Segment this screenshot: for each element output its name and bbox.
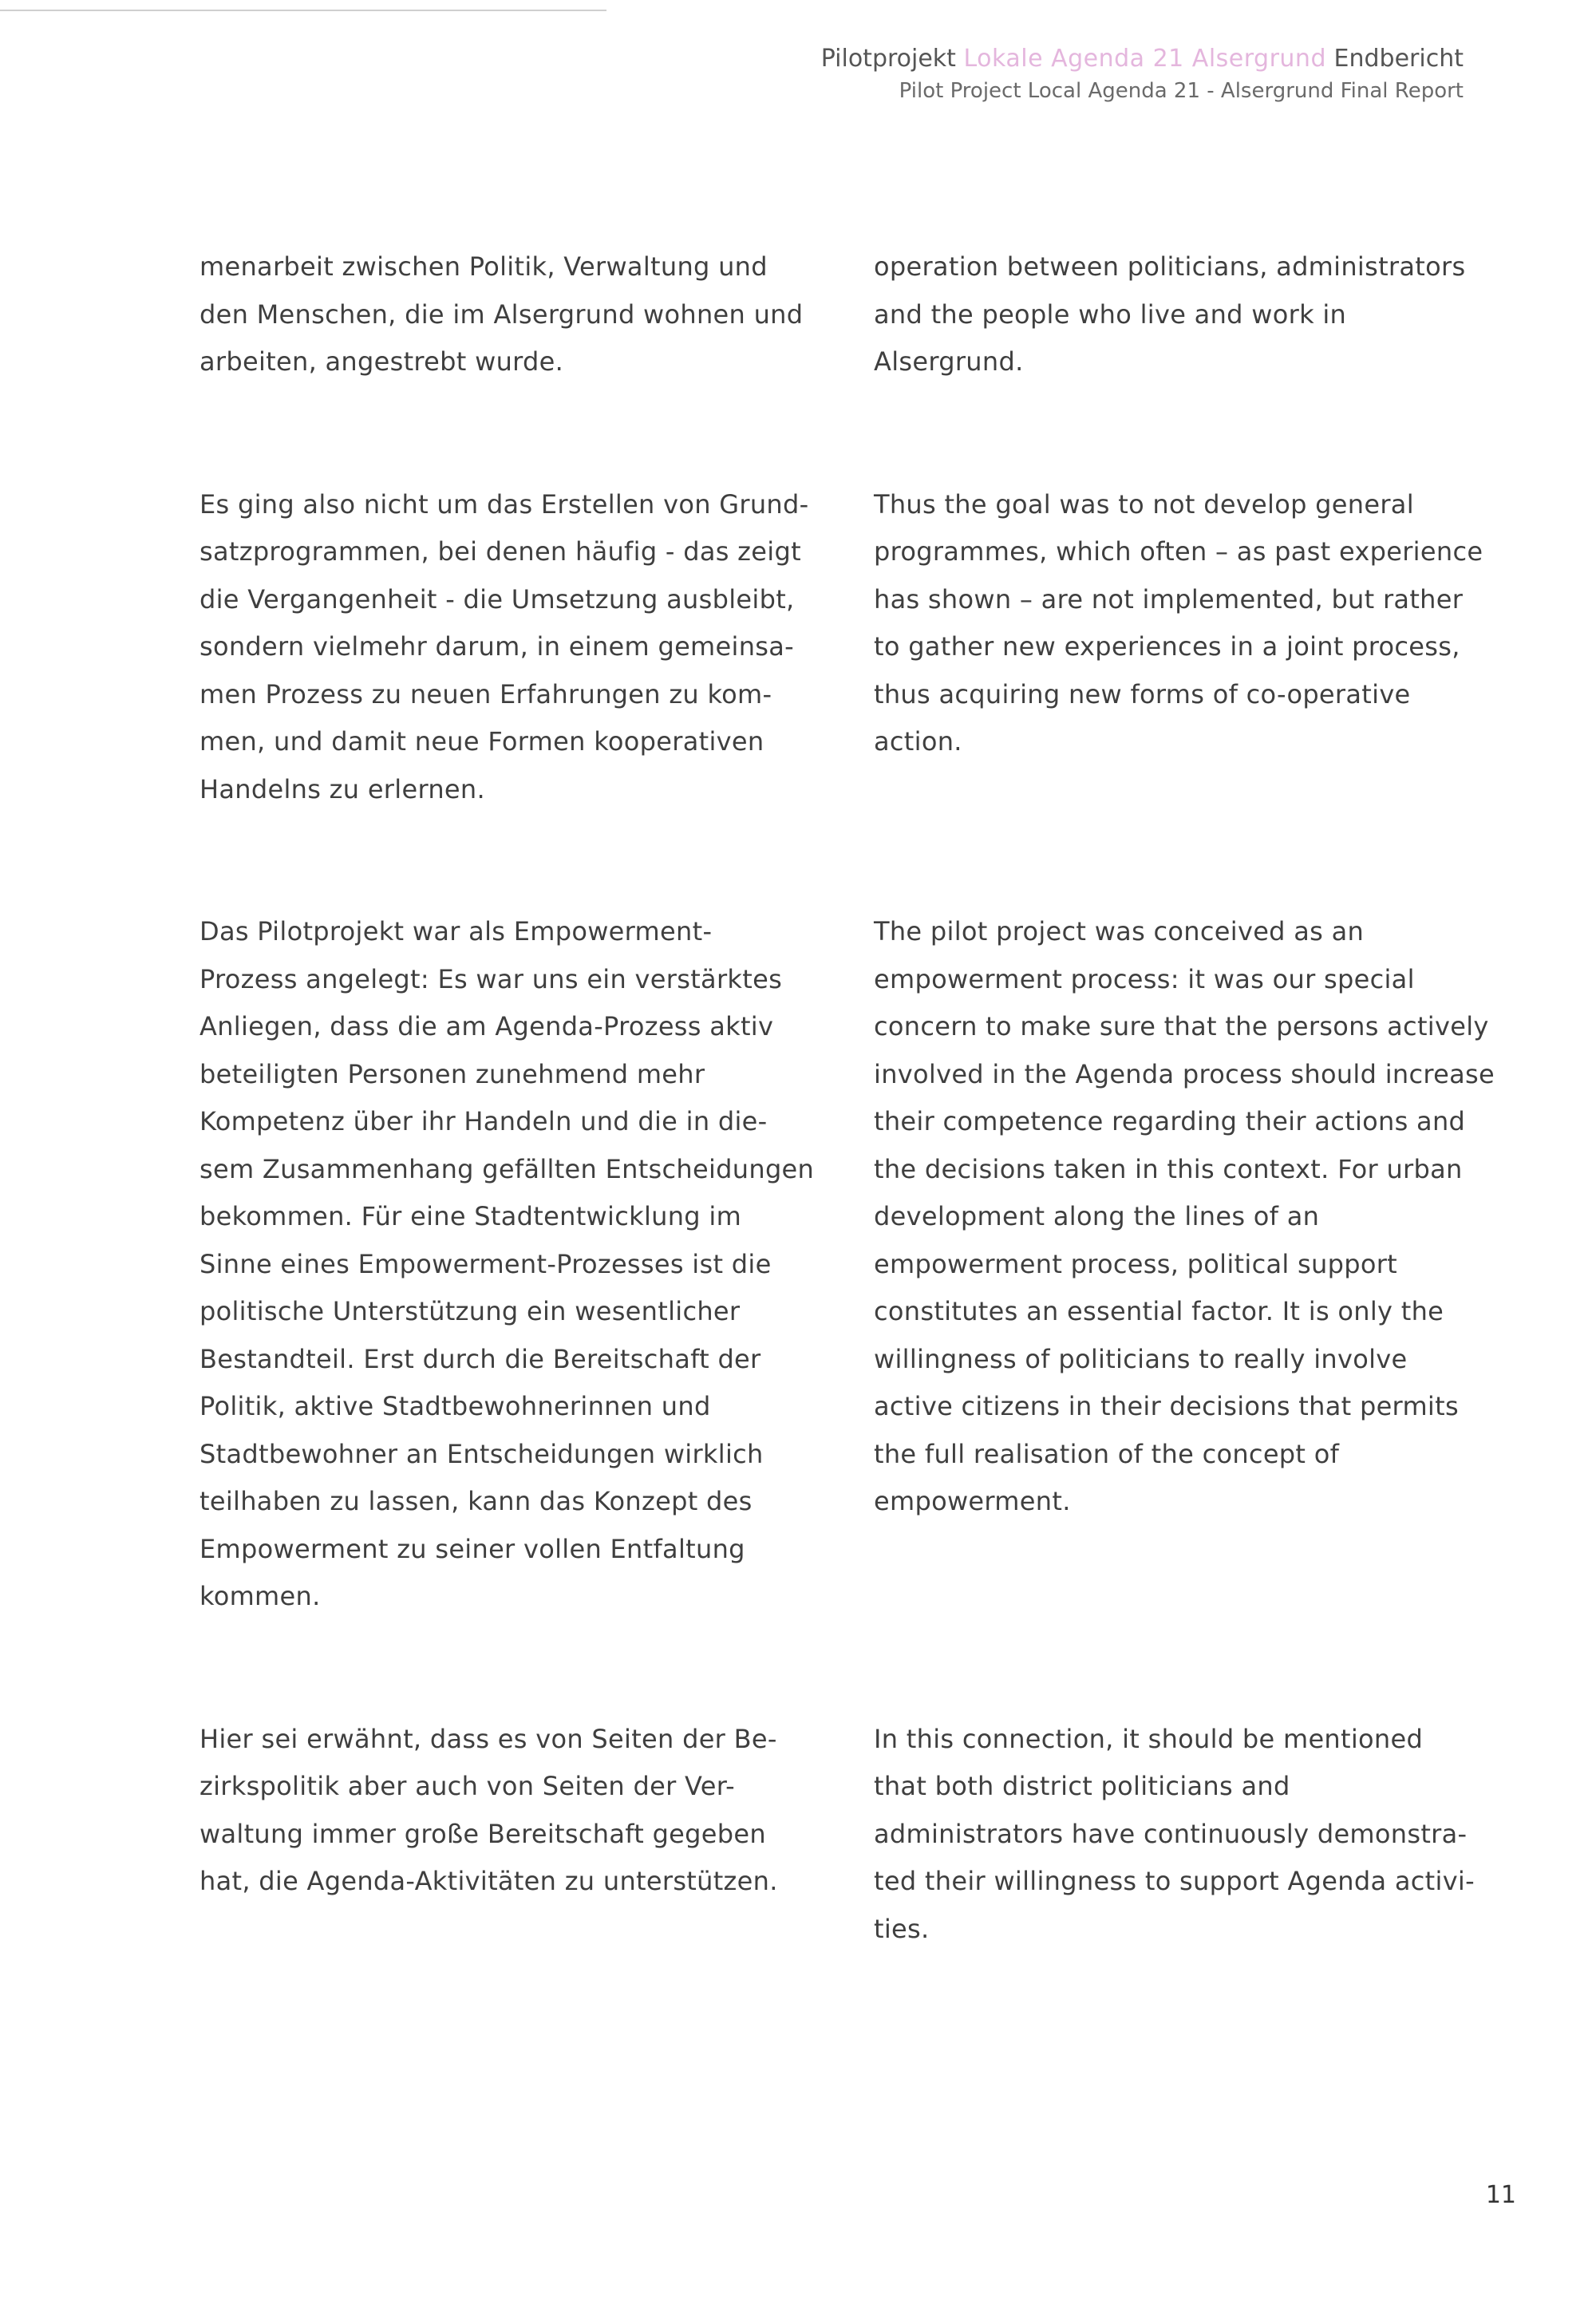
text-line: men, und damit neue Formen kooperativen [200,726,764,757]
text-line: empowerment process: it was our special [874,963,1415,994]
german-paragraph-2 [200,481,809,814]
text-line: men Prozess zu neuen Erfahrungen zu kom- [200,678,772,709]
text-line: sondern vielmehr darum, in einem gemeinsa- [200,631,795,662]
text-line: Handelns zu erlernen. [200,773,485,804]
text-line: active citizens in their decisions that permits [874,1391,1459,1421]
text-line: the full realisation of the concept of [874,1438,1340,1469]
running-header [821,41,1464,105]
text-line: willingness of politicians to really involve [874,1343,1408,1374]
text-line: development along the lines of an [874,1201,1320,1231]
text-line: In this connection, it should be mentioned [874,1723,1424,1754]
text-line: Thus the goal was to not develop general [874,488,1414,520]
german-paragraph-1 [200,243,806,386]
text-line: concern to make sure that the persons actively [874,1011,1489,1041]
text-line: empowerment process, political support [874,1248,1398,1279]
page-number: 11 [1485,2181,1516,2209]
text-line: Alsergrund. [874,346,1024,377]
english-paragraph-4 [874,1716,1480,1954]
text-line: administrators have continuously demonstra- [874,1818,1468,1849]
text-line: die Vergangenheit - die Umsetzung ausbleibt, [200,583,795,615]
text-line: involved in the Agenda process should increase [874,1058,1495,1089]
paragraph-gap [200,813,806,908]
text-line: to gather new experiences in a joint process, [874,631,1460,662]
paragraph-gap [200,1621,806,1716]
header-title-prefix: Pilotprojekt [820,45,956,73]
header-subtitle: Pilot Project Local Agenda 21 - Alsergrund Final Report [899,79,1464,103]
text-line: the decisions taken in this context. For urban [874,1153,1463,1184]
text-line: The pilot project was conceived as an [874,916,1365,946]
header-title-suffix: Endbericht [1333,45,1464,73]
text-line: ted their willingness to support Agenda activi- [874,1866,1475,1896]
paragraph-gap [200,386,806,481]
text-line: Es ging also nicht um das Erstellen von Grund- [200,488,809,520]
top-rule [0,10,606,11]
text-line: zirkspolitik aber auch von Seiten der Ver- [200,1771,735,1801]
german-paragraph-3 [200,908,815,1621]
header-title [821,41,1464,77]
text-line: has shown – are not implemented, but rather [874,583,1464,615]
text-line: programmes, which often – as past experience [874,536,1483,567]
german-paragraph-4 [200,1716,806,1906]
line-spacer [874,766,1480,814]
line-spacer [874,1526,1480,1621]
text-line: Anliegen, dass die am Agenda-Prozess aktiv [200,1011,774,1041]
paragraph-gap [874,1621,1480,1716]
english-paragraph-3 [874,908,1495,1526]
text-line: politische Unterstützung ein wesentlicher [200,1296,741,1326]
text-line: Hier sei erwähnt, dass es von Seiten der Be- [200,1723,777,1754]
header-title-accent: Lokale Agenda 21 Alsergrund [963,45,1326,73]
text-line: den Menschen, die im Alsergrund wohnen und [200,298,804,330]
text-line: Sinne eines Empowerment-Prozesses ist die [200,1248,772,1279]
text-line: beteiligten Personen zunehmend mehr [200,1058,705,1089]
text-line: teilhaben zu lassen, kann das Konzept des [200,1486,753,1516]
text-line: their competence regarding their actions and [874,1106,1466,1136]
english-paragraph-2 [874,481,1483,766]
english-paragraph-1 [874,243,1480,386]
text-line: waltung immer große Bereitschaft gegeben [200,1818,766,1849]
text-line: that both district politicians and [874,1771,1290,1801]
text-line: satzprogrammen, bei denen häufig - das zeigt [200,536,801,567]
text-line: Politik, aktive Stadtbewohnerinnen und [200,1391,711,1421]
text-line: Prozess angelegt: Es war uns ein verstärktes [200,963,783,994]
text-line: arbeiten, angestrebt wurde. [200,346,564,377]
text-line: ties. [874,1913,930,1944]
text-line: action. [874,726,962,757]
text-line: thus acquiring new forms of co-operative [874,678,1411,709]
text-line: empowerment. [874,1486,1071,1516]
text-line: Bestandteil. Erst durch die Bereitschaft der [200,1343,761,1374]
text-line: hat, die Agenda-Aktivitäten zu unterstützen. [200,1866,778,1896]
text-line: operation between politicians, administrators [874,251,1466,282]
text-line: bekommen. Für eine Stadtentwicklung im [200,1201,742,1231]
text-line: and the people who live and work in [874,298,1347,330]
text-line: Das Pilotprojekt war als Empowerment- [200,916,713,946]
text-line: Empowerment zu seiner vollen Entfaltung [200,1533,745,1564]
english-column [874,243,1495,1953]
text-line: menarbeit zwischen Politik, Verwaltung und [200,251,768,282]
german-column [200,243,815,1906]
paragraph-gap [874,386,1480,481]
text-line: sem Zusammenhang gefällten Entscheidungen [200,1153,815,1184]
text-line: kommen. [200,1581,321,1611]
text-line: Stadtbewohner an Entscheidungen wirklich [200,1438,764,1469]
paragraph-gap [874,813,1480,908]
text-line: Kompetenz über ihr Handeln und die in die- [200,1106,768,1136]
text-line: constitutes an essential factor. It is only the [874,1296,1444,1326]
